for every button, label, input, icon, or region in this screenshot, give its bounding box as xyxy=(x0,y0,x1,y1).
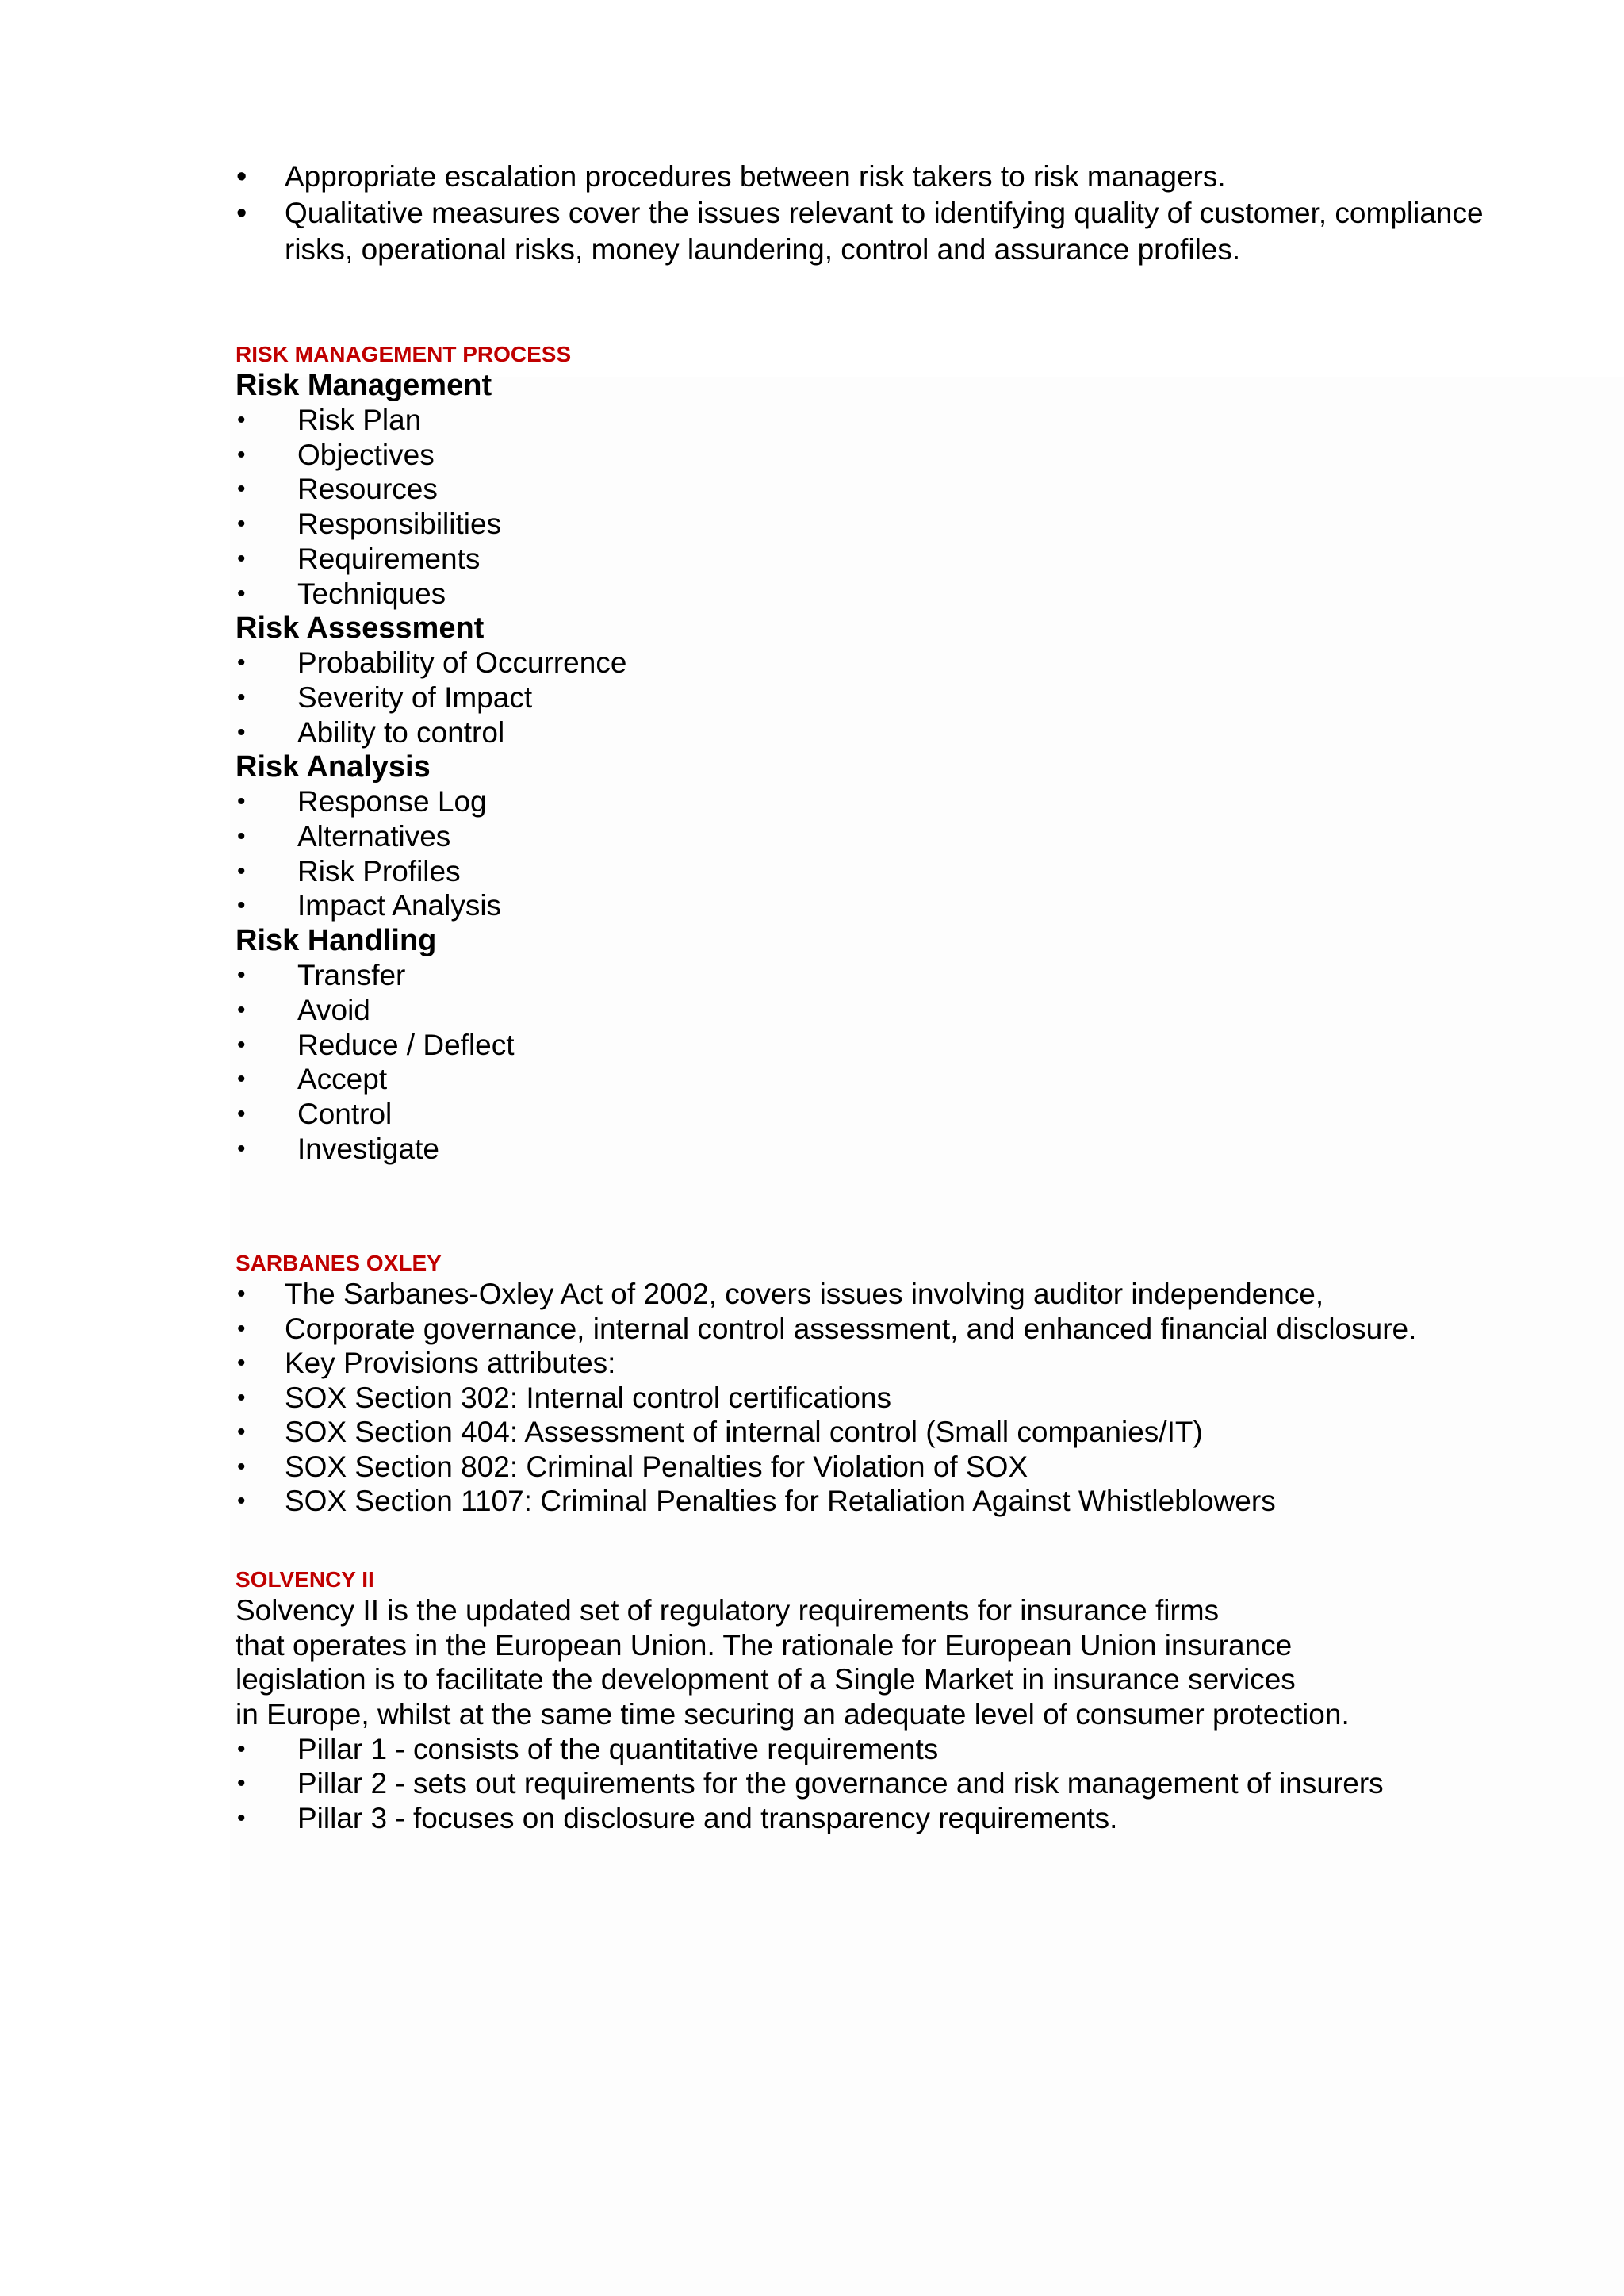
list-item: • Pillar 3 - focuses on disclosure and transparency requirements. xyxy=(236,1801,1504,1836)
list-item: • SOX Section 802: Criminal Penalties for Violation of SOX xyxy=(236,1450,1504,1485)
list-item: • Impact Analysis xyxy=(236,888,1504,923)
section-title-risk-management-process: RISK MANAGEMENT PROCESS xyxy=(236,342,572,366)
subheading-risk-analysis: Risk Analysis xyxy=(236,750,431,784)
sarbanes-oxley-list xyxy=(236,1277,1504,1519)
list-item: • Response Log xyxy=(236,784,1504,819)
list-item: • SOX Section 404: Assessment of internal control (Small companies/IT) xyxy=(236,1415,1504,1450)
subheading-risk-handling: Risk Handling xyxy=(236,924,437,958)
list-item: • Reduce / Deflect xyxy=(236,1028,1504,1063)
list-item: • Risk Profiles xyxy=(236,854,1504,889)
risk-assessment-list xyxy=(236,646,1504,749)
list-item: • Corporate governance, internal control assessment, and enhanced financial disclosure. xyxy=(236,1312,1504,1347)
list-item: • Pillar 2 - sets out requirements for the governance and risk management of insurers xyxy=(236,1766,1504,1801)
subheading-risk-management: Risk Management xyxy=(236,369,492,402)
list-item: • Responsibilities xyxy=(236,507,1504,542)
list-item: • The Sarbanes-Oxley Act of 2002, covers issues involving auditor independence, xyxy=(236,1277,1504,1312)
list-item: • SOX Section 302: Internal control certifications xyxy=(236,1381,1504,1416)
list-item: • Transfer xyxy=(236,958,1504,993)
list-item: • Pillar 1 - consists of the quantitative requirements xyxy=(236,1732,1504,1767)
intro-bullet: • Appropriate escalation procedures between risk takers to risk managers. xyxy=(236,159,1504,195)
list-item: • Accept xyxy=(236,1062,1504,1097)
list-item: • Risk Plan xyxy=(236,403,1504,438)
paragraph-line: that operates in the European Union. The rationale for European Union insurance xyxy=(236,1628,1293,1662)
list-item: • SOX Section 1107: Criminal Penalties for Retaliation Against Whistleblowers xyxy=(236,1484,1504,1519)
paragraph-line: legislation is to facilitate the development of a Single Market in insurance services xyxy=(236,1663,1296,1696)
list-item: • Severity of Impact xyxy=(236,680,1504,715)
intro-bullet: • Qualitative measures cover the issues relevant to identifying quality of customer, compliance risks, operational risks, money laundering, control and assurance profiles. xyxy=(236,195,1504,268)
list-item: • Ability to control xyxy=(236,715,1504,750)
list-item: • Key Provisions attributes: xyxy=(236,1346,1504,1381)
list-item: • Investigate xyxy=(236,1132,1504,1167)
solvency-pillars-list xyxy=(236,1732,1504,1836)
list-item: • Techniques xyxy=(236,577,1504,611)
solvency-paragraph xyxy=(236,1593,1504,1732)
intro-bullet-list xyxy=(236,159,1504,268)
list-item: • Probability of Occurrence xyxy=(236,646,1504,680)
list-item: • Objectives xyxy=(236,438,1504,473)
risk-analysis-list xyxy=(236,784,1504,923)
paragraph-line: Solvency II is the updated set of regulatory requirements for insurance firms xyxy=(236,1593,1220,1627)
subheading-risk-assessment: Risk Assessment xyxy=(236,611,485,646)
risk-handling-list xyxy=(236,958,1504,1166)
list-item: • Control xyxy=(236,1097,1504,1132)
list-item: • Requirements xyxy=(236,542,1504,577)
list-item: • Resources xyxy=(236,472,1504,507)
section-title-solvency-ii: SOLVENCY II xyxy=(236,1566,374,1592)
document-content xyxy=(236,159,1504,1836)
list-item: • Alternatives xyxy=(236,819,1504,854)
section-title-sarbanes-oxley: SARBANES OXLEY xyxy=(236,1251,442,1276)
paragraph-line: in Europe, whilst at the same time securing an adequate level of consumer protection. xyxy=(236,1697,1350,1731)
list-item: • Avoid xyxy=(236,993,1504,1028)
risk-management-list xyxy=(236,403,1504,611)
